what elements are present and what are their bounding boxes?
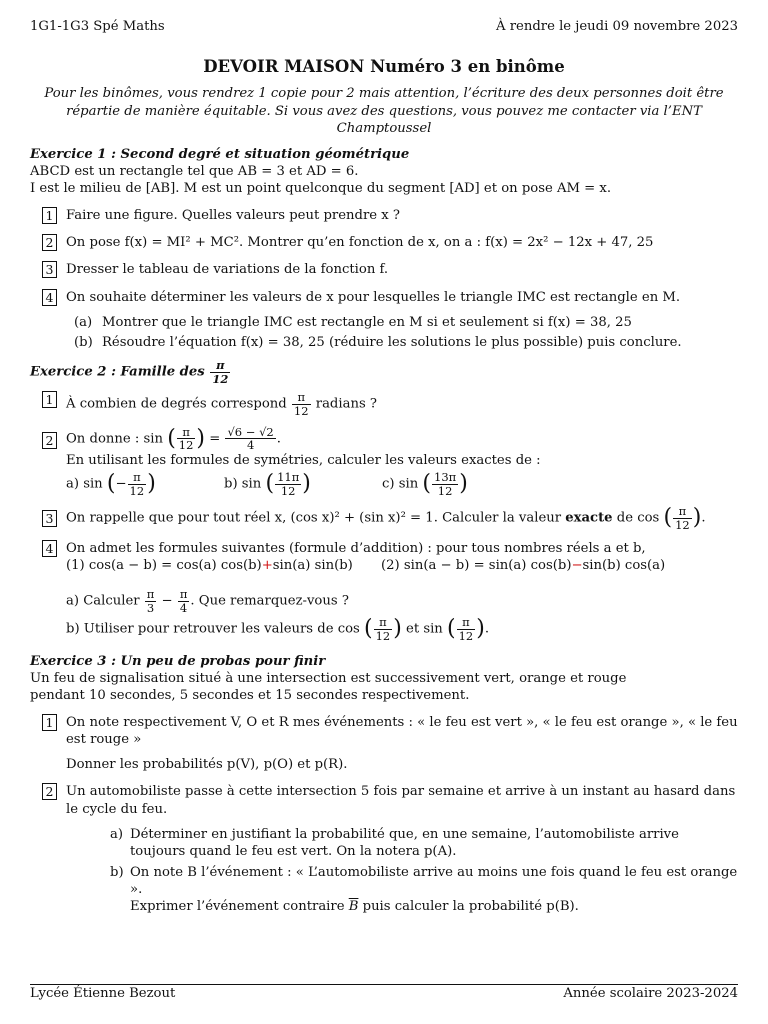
question-text: On rappelle que pour tout réel x, (cos x)² + (sin x)² = 1. Calculer la valeur [66,511,562,527]
numerator: π [216,358,225,373]
denominator: 12 [178,438,194,453]
ex3-question-2 [30,783,738,817]
question-number: 4 [42,289,57,306]
numerator: π [678,504,687,519]
item-text-and: et sin [406,621,443,637]
paren-close: ) [147,471,156,497]
question-text: Un automobiliste passe à cette intersection 5 fois par semaine et arrive à un instant au hasard dans le cycle du feu. [66,784,736,817]
numerator: π [182,424,190,439]
fraction-pi-12 [177,426,196,452]
sub-text: Déterminer en justifiant la probabilité que, en une semaine, l’automobiliste arrive toujours quand le feu est vert. On la notera p(A). [130,826,679,859]
fraction-pi-12 [210,359,230,385]
question-text: À combien de degrés correspond [66,397,287,413]
ex2-q4-intro: On admet les formules suivantes (formule d’addition) : pour tous nombres réels a et b, [66,540,646,556]
ex2-q4-b [66,616,738,642]
ex2-question-2 [30,426,738,498]
exercise-1-title: Exercice 1 : Second degré et situation géométrique [30,146,410,162]
period: . [484,621,490,637]
paren-close: ) [393,616,402,642]
footer-school: Lycée Étienne Bezout [30,986,176,1001]
formula-1-left: (1) cos(a − b) = cos(a) cos(b) [66,557,262,573]
formula-2-left: (2) sin(a − b) = sin(a) cos(b) [381,557,572,573]
ex2-q2-instruction: En utilisant les formules de symétries, calculer les valeurs exactes de : [66,452,541,468]
numerator: π [379,615,387,630]
ex3-question-2a [30,826,738,860]
exercise-3-intro: Un feu de signalisation situé à une intersection est successivement vert, orange et rouge pendant 10 secondes, 5 secondes et 15 secondes respectivement. [30,670,627,703]
paren-close: ) [302,471,311,497]
formula-1-operator: + [261,557,273,573]
fraction-pi-4 [178,588,190,614]
question-number: 2 [42,234,57,251]
numerator: 13π [434,470,457,485]
denominator: 12 [375,628,391,643]
ex2-q2-items [66,471,738,497]
ex2-q4-formulas [66,557,738,574]
page-footer [30,984,738,1002]
footer-year: Année scolaire 2023-2024 [563,986,738,1001]
question-text-2: Donner les probabilités p(V), p(O) et p(R). [66,757,348,773]
paren-open: ( [167,425,176,451]
fraction-sqrt [225,426,275,452]
paren-close: ) [196,425,206,451]
question-text: On souhaite déterminer les valeurs de x pour lesquelles le triangle IMC est rectangle en M. [66,289,681,305]
fraction-pi-12 [128,471,147,497]
formula-2 [381,557,665,574]
numerator: π [297,390,306,405]
question-number: 2 [42,432,57,449]
question-text: On note respectivement V, O et R mes événements : « le feu est vert », « le feu est orange », « le feu est rouge » [66,715,738,748]
question-number: 3 [42,261,57,278]
paren-close: ) [692,505,702,531]
denominator: 4 [225,438,275,452]
formula-2-right: sin(b) cos(a) [582,557,666,573]
paren-open: ( [447,616,456,642]
numerator: 11π [277,470,300,485]
item-label: a) sin [66,476,103,492]
fraction-pi-12 [374,616,393,642]
question-text: On pose f(x) = MI² + MC². Montrer qu’en fonction de x, on a : f(x) = 2x² − 12x + 47, 25 [66,235,654,251]
sub-text: Résoudre l’équation f(x) = 38, 25 (réduire les solutions le plus possible) puis conclure. [102,334,682,350]
intro-text: Pour les binômes, vous rendrez 1 copie pour 2 mais attention, l’écriture des deux personnes doit être répartie de manière équitable. Si vous avez des questions, vous pouvez me contacter via l’ENT Champtoussel [44,86,724,137]
paren-open: ( [265,471,275,497]
fraction-pi-3 [145,588,157,614]
denominator: 12 [675,518,690,533]
minus-sign: − [161,593,173,609]
ex3-question-1 [30,714,738,773]
sub-label: (a) [74,314,93,330]
item-label: b) Utiliser pour retrouver les valeurs de cos [66,621,360,637]
denominator: 12 [293,404,309,419]
sub-text-2 [130,898,738,915]
question-number: 1 [42,391,57,408]
exercise-1-line2: I est le milieu de [AB]. M est un point quelconque du segment [AD] et on pose AM = x. [30,181,612,197]
ex2-question-1 [30,391,738,417]
ex1-question-4a [30,314,738,331]
denominator: 3 [145,601,157,615]
numerator: π [179,586,188,601]
question-text: On donne : sin [66,431,163,447]
item-text-end: . Que remarquez-vous ? [190,593,349,609]
sub-text: Montrer que le triangle IMC est rectangle en M si et seulement si f(x) = 38, 25 [102,314,632,330]
ex1-question-2 [30,234,738,251]
ex1-question-3 [30,261,738,278]
question-number: 1 [42,714,57,731]
question-text-end: de cos [616,511,660,527]
fraction-pi-12 [457,616,476,642]
denominator: 12 [432,484,458,498]
period: . [276,431,281,447]
denominator: 12 [129,483,145,498]
item-label: b) sin [224,476,262,492]
ex2-q2-item-c [382,471,540,497]
minus-sign: − [115,476,127,492]
formula-2-operator: − [571,557,583,573]
equals-sign: = [209,431,221,447]
document-body [30,56,738,916]
denominator: 4 [178,601,190,615]
exercise-2-title-text: Exercice 2 : Famille des [30,364,205,380]
question-number: 3 [42,510,57,527]
ex2-question-3 [30,505,738,531]
question-number: 4 [42,540,57,557]
denominator: 12 [458,628,474,643]
question-text: Faire une figure. Quelles valeurs peut prendre x ? [66,208,400,224]
denominator: 12 [275,484,301,498]
ex1-question-4b [30,334,738,351]
sub-label: a) [110,826,124,842]
ex2-q4-a [66,588,738,614]
header-due-date: À rendre le jeudi 09 novembre 2023 [496,19,738,34]
ex2-q2-item-b [224,471,382,497]
denominator: 12 [212,371,229,386]
paren-close: ) [476,616,485,642]
sub-text-2-start: Exprimer l’événement contraire [130,899,345,915]
question-number: 1 [42,207,57,224]
ex1-question-4 [30,289,738,306]
fraction-pi-12 [673,505,692,531]
paren-close: ) [459,471,468,497]
paren-open: ( [106,471,116,497]
exercise-1-line1: ABCD est un rectangle tel que AB = 3 et AD = 6. [30,163,359,179]
page-title: DEVOIR MAISON Numéro 3 en binôme [203,57,565,76]
ex3-question-2b [30,864,738,915]
fraction-13pi-12 [432,471,458,497]
numerator: π [462,615,470,630]
sub-label: (b) [74,334,93,350]
numerator: π [133,470,141,485]
formula-1-right: sin(a) sin(b) [272,557,353,573]
ex1-question-1 [30,207,738,224]
fraction-11pi-12 [275,471,301,497]
complement-event: $\overline{B}$ [348,899,359,915]
ex2-question-4 [30,540,738,643]
header-class: 1G1-1G3 Spé Maths [30,19,165,34]
question-text: Dresser le tableau de variations de la fonction f. [66,262,389,278]
page-header [30,18,738,35]
item-label: a) Calculer [66,593,140,609]
fraction-pi-12 [292,391,311,417]
numerator: √6 − √2 [227,424,274,439]
item-label: c) sin [382,476,419,492]
ex2-q2-item-a [66,471,224,497]
question-text-end: radians ? [315,397,377,413]
exercise-3-title: Exercice 3 : Un peu de probas pour finir [30,653,326,669]
exercise-2-title [30,359,738,385]
sub-label: b) [110,865,124,881]
sub-text-2-end: puis calculer la probabilité p(B). [362,899,579,915]
formula-1 [66,557,381,574]
paren-open: ( [663,505,673,531]
numerator: π [146,586,155,601]
ex2-q2-given [66,426,738,452]
bold-word: exacte [565,511,613,527]
question-number: 2 [42,783,57,800]
sub-text: On note B l’événement : « L’automobiliste arrive au moins une fois quand le feu est orange ». [130,865,738,898]
paren-open: ( [364,616,373,642]
paren-open: ( [422,471,431,497]
period: . [701,511,706,527]
